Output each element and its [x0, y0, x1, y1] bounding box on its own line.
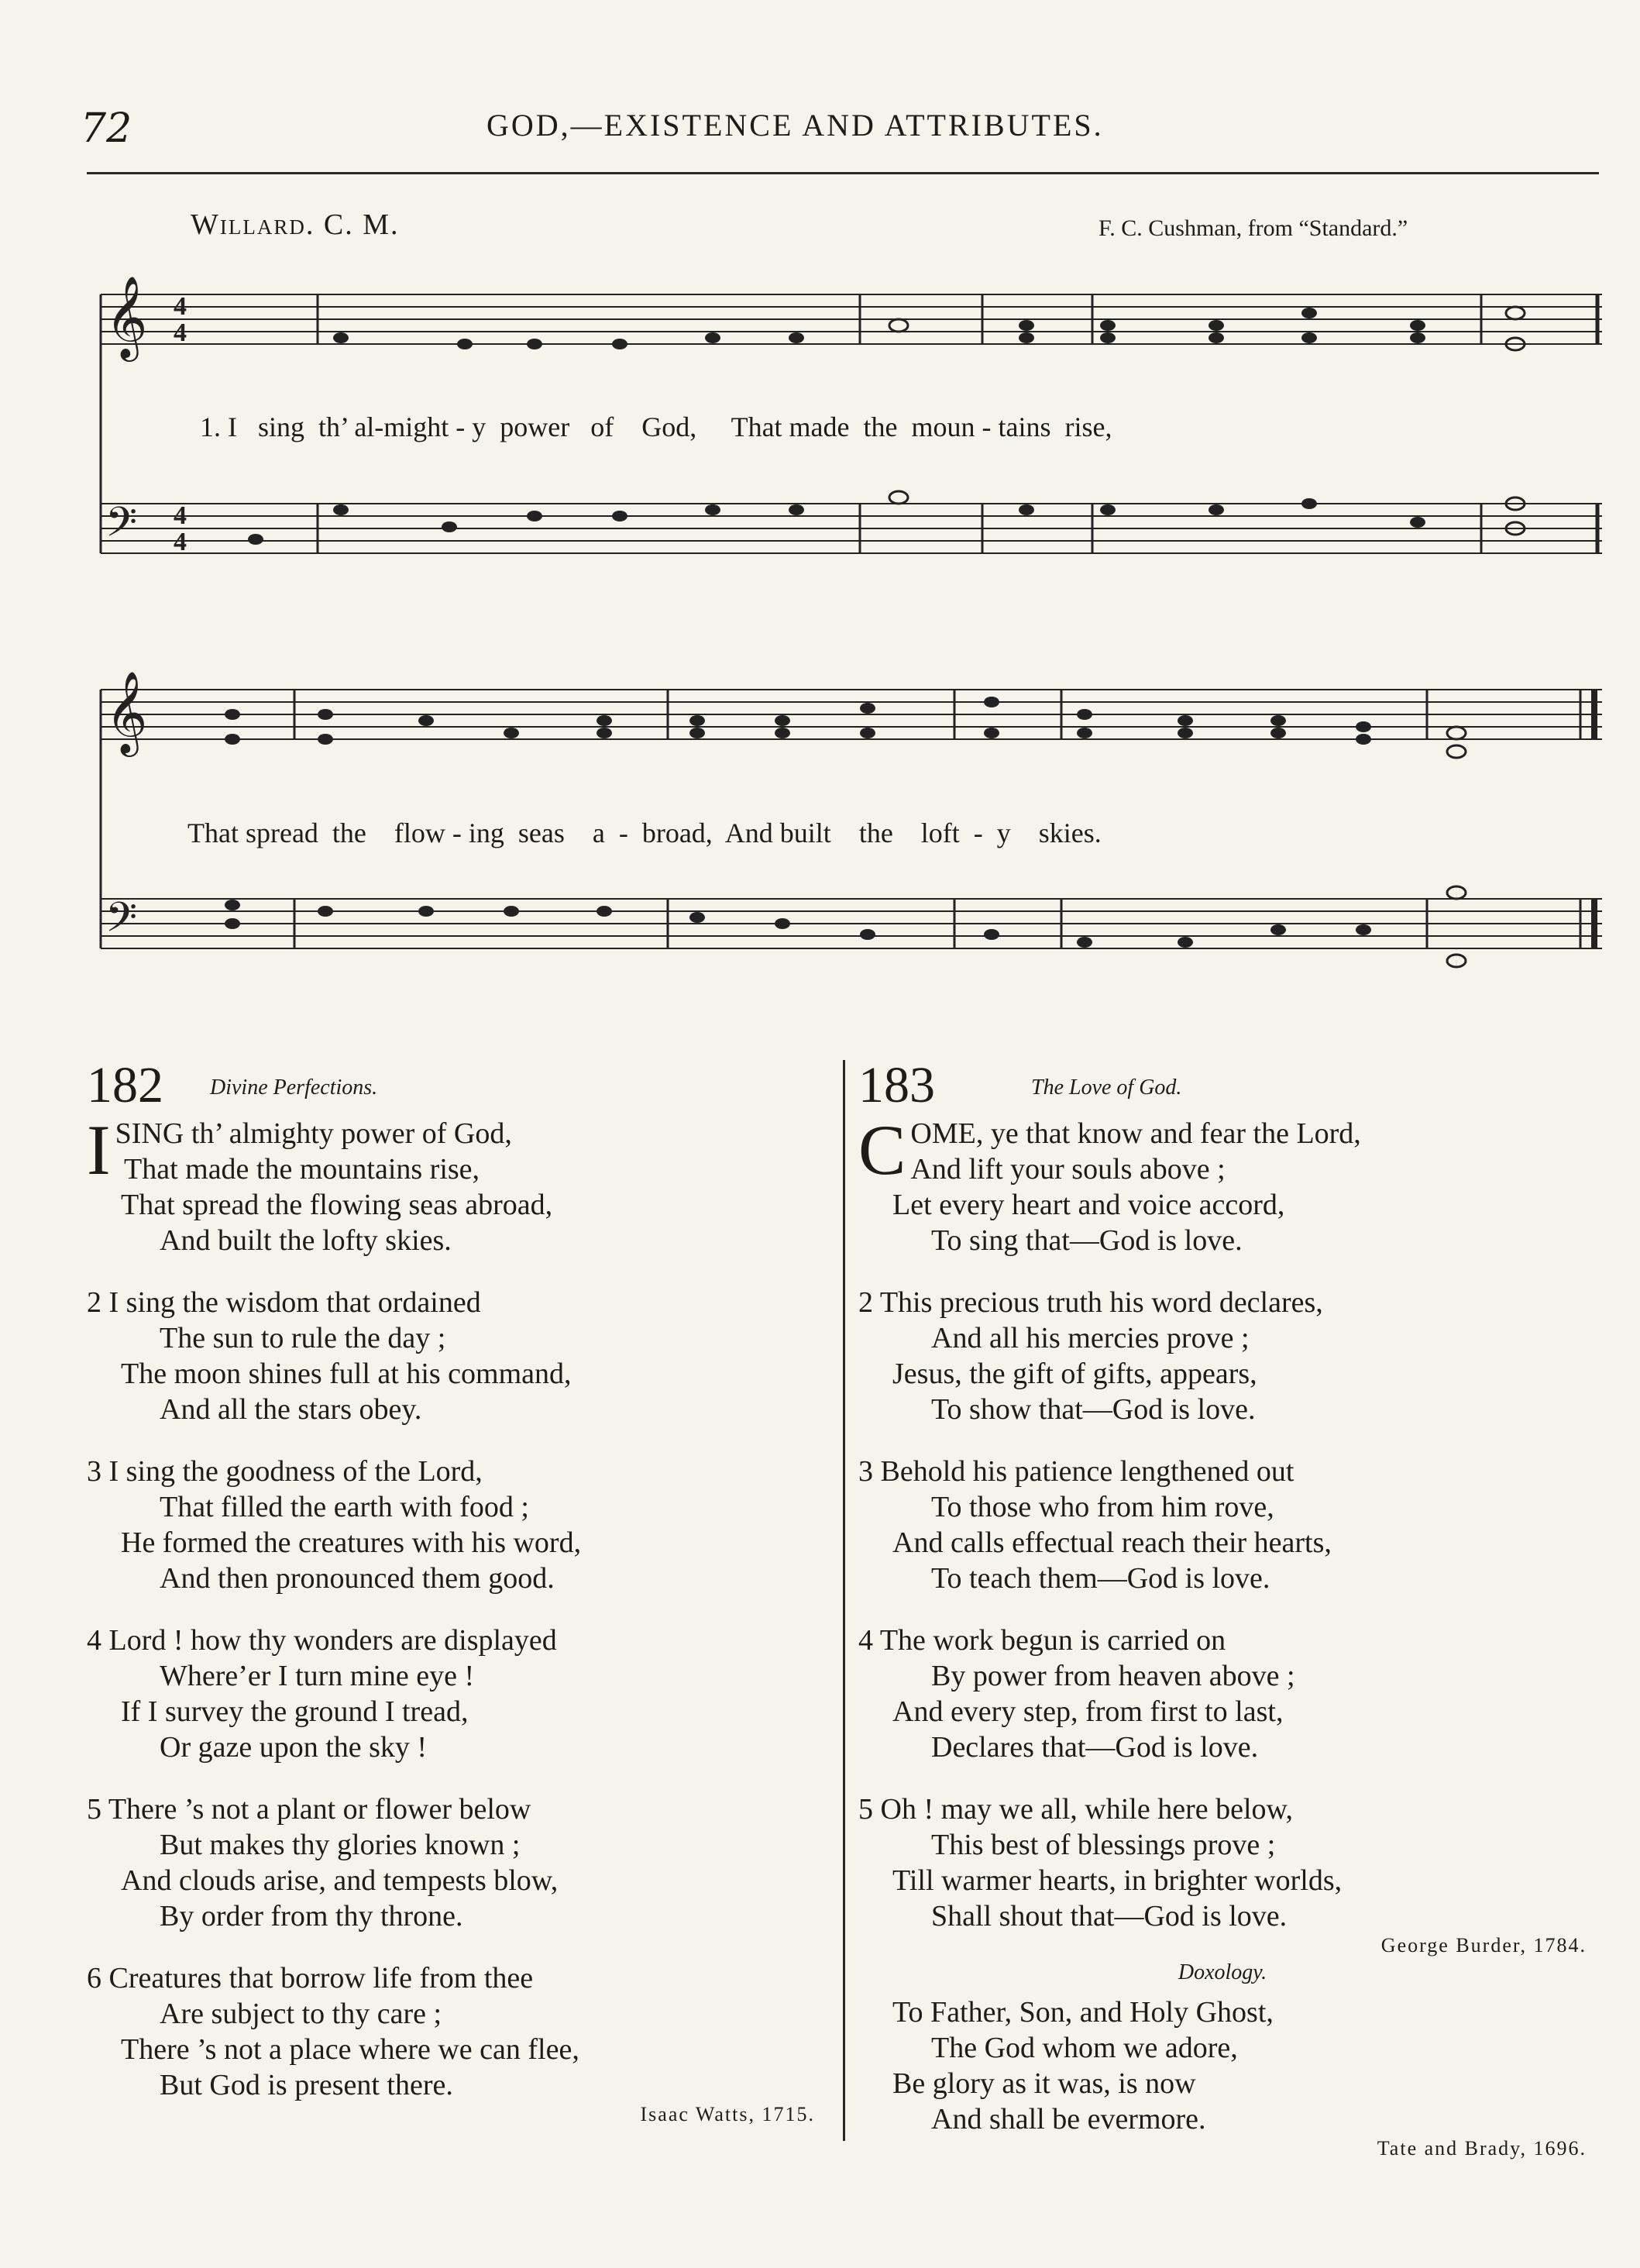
verse-line: Let every heart and voice accord,	[892, 1189, 1285, 1221]
verse-line: That made the mountains rise,	[124, 1153, 480, 1186]
hymn-number: 182	[87, 1057, 163, 1113]
verse-line: Are subject to thy care ;	[160, 1998, 442, 2030]
stanza-1	[858, 1110, 1587, 1258]
treble-clef-icon: 𝄞	[105, 275, 148, 358]
hymn-number: 183	[858, 1057, 935, 1113]
hymn-182	[87, 1057, 815, 2126]
verse-line: That spread the flowing seas abroad,	[121, 1189, 553, 1221]
tune-name: Willard. C. M.	[191, 208, 400, 241]
hymn-attribution: George Burder, 1784.	[1380, 1934, 1587, 1957]
verse-line: The God whom we adore,	[931, 2032, 1238, 2064]
verse-line: The moon shines full at his command,	[121, 1358, 572, 1390]
lyrics-line-2: That spread the flow - ing seas a - broad, And built the loft - y skies.	[187, 817, 1102, 848]
drop-cap: C	[858, 1110, 906, 1189]
verse-line: But makes thy glories known ;	[160, 1829, 521, 1861]
hymn-183	[858, 1057, 1587, 2160]
stanza-6	[87, 1960, 815, 2103]
verse-line: 2 I sing the wisdom that ordained	[87, 1286, 481, 1319]
stanza-2	[858, 1285, 1587, 1427]
verse-line: 6 Creatures that borrow life from thee	[87, 1962, 534, 1994]
drop-cap: I	[87, 1110, 111, 1189]
tune-composer: F. C. Cushman, from “Standard.”	[1098, 215, 1408, 241]
bass-notes-1	[248, 491, 1525, 545]
stanza-5	[858, 1791, 1587, 1934]
stanza-4	[87, 1623, 815, 1765]
verse-line: To show that—God is love.	[931, 1393, 1256, 1426]
verse-line: Or gaze upon the sky !	[160, 1731, 428, 1764]
verse-line: But God is present there.	[160, 2069, 453, 2101]
verse-line: 5 There ’s not a plant or flower below	[87, 1793, 531, 1826]
time-signature-treble: 4	[174, 292, 187, 321]
hymn-183-heading	[858, 1057, 1587, 1113]
verse-line: There ’s not a place where we can flee,	[121, 2033, 579, 2066]
verse-line: And all his mercies prove ;	[931, 1322, 1250, 1354]
verse-line: And clouds arise, and tempests blow,	[121, 1864, 559, 1897]
stanza-4	[858, 1623, 1587, 1765]
doxology	[858, 1994, 1587, 2137]
verse-line: By power from heaven above ;	[931, 1660, 1295, 1692]
verse-line: And built the lofty skies.	[160, 1224, 452, 1257]
doxology-attribution: Tate and Brady, 1696.	[1377, 2137, 1587, 2160]
verse-line: By order from thy throne.	[160, 1900, 463, 1932]
treble-clef-icon: 𝄞	[105, 670, 148, 753]
page-number: 72	[81, 105, 132, 152]
verse-line: To sing that—God is love.	[931, 1224, 1243, 1257]
verse-line: Declares that—God is love.	[931, 1731, 1259, 1764]
verse-line: 3 I sing the goodness of the Lord,	[87, 1455, 483, 1488]
verse-line: And all the stars obey.	[160, 1393, 422, 1426]
hymn-title: The Love of God.	[1031, 1075, 1182, 1100]
verse-line: He formed the creatures with his word,	[121, 1526, 582, 1559]
stanza-3	[858, 1454, 1587, 1596]
verse-line: OME, ye that know and fear the Lord,	[910, 1117, 1361, 1150]
verse-line: Jesus, the gift of gifts, appears,	[892, 1358, 1257, 1390]
verse-line: And every step, from first to last,	[892, 1695, 1284, 1728]
column-divider	[843, 1060, 845, 2141]
verse-line: The sun to rule the day ;	[160, 1322, 446, 1354]
verse-line: To Father, Son, and Holy Ghost,	[892, 1996, 1274, 2029]
verse-line: 5 Oh ! may we all, while here below,	[858, 1793, 1294, 1826]
hymn-182-heading	[87, 1057, 815, 1113]
verse-line: And lift your souls above ;	[910, 1153, 1226, 1186]
verse-line: To teach them—God is love.	[931, 1562, 1270, 1595]
stanza-3	[87, 1454, 815, 1596]
verse-line: This best of blessings prove ;	[931, 1829, 1276, 1861]
verse-line: 4 The work begun is carried on	[858, 1624, 1226, 1657]
stanza-2	[87, 1285, 815, 1427]
verse-line: 4 Lord ! how thy wonders are displayed	[87, 1624, 557, 1657]
hymn-attribution: Isaac Watts, 1715.	[640, 2103, 815, 2125]
bass-staff-1	[101, 504, 1602, 553]
verse-line: And then pronounced them good.	[160, 1562, 555, 1595]
verse-line: SING th’ almighty power of God,	[115, 1117, 512, 1150]
verse-line: Till warmer hearts, in brighter worlds,	[892, 1864, 1343, 1897]
verse-line: And shall be evermore.	[931, 2103, 1206, 2135]
time-signature-bass: 4	[174, 501, 187, 530]
verse-line: If I survey the ground I tread,	[121, 1695, 469, 1728]
svg-text:4: 4	[174, 528, 187, 556]
verse-line: 3 Behold his patience lengthened out	[858, 1455, 1294, 1488]
verse-line: To those who from him rove,	[931, 1491, 1274, 1523]
verse-line: That filled the earth with food ;	[160, 1491, 529, 1523]
bass-clef-icon: 𝄢	[105, 894, 138, 952]
doxology-title: Doxology.	[1178, 1960, 1267, 1984]
verse-line: Shall shout that—God is love.	[931, 1900, 1288, 1932]
page-header-title: GOD,—EXISTENCE AND ATTRIBUTES.	[486, 108, 1104, 143]
verse-line: Be glory as it was, is now	[892, 2067, 1196, 2100]
header-rule	[87, 172, 1599, 174]
bass-clef-icon: 𝄢	[105, 499, 138, 556]
hymn-title: Divine Perfections.	[210, 1075, 378, 1100]
verse-line: And calls effectual reach their hearts,	[892, 1526, 1332, 1559]
stanza-1	[87, 1110, 815, 1258]
stanza-5	[87, 1791, 815, 1934]
svg-text:4: 4	[174, 318, 187, 347]
verse-line: Where’er I turn mine eye !	[160, 1660, 475, 1692]
verse-line: 2 This precious truth his word declares,	[858, 1286, 1323, 1319]
lyrics-line-1: 1. I sing th’ al-might - y power of God, That made the moun - tains rise,	[200, 411, 1112, 442]
treble-staff-1	[101, 294, 1602, 344]
